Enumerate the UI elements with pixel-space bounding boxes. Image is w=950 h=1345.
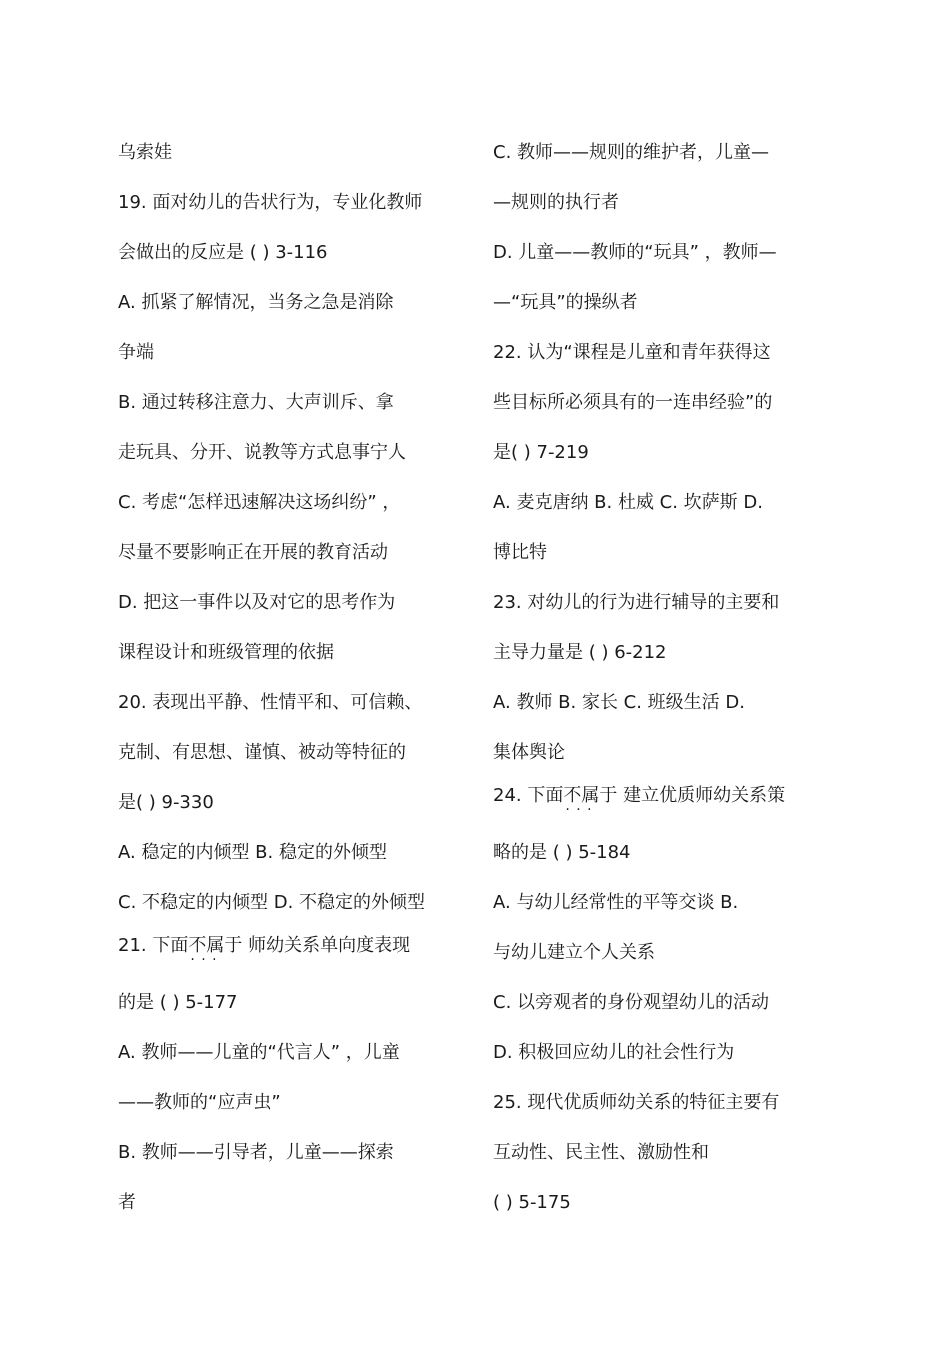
text-line: B. 教师——引导者，儿童——探索 bbox=[118, 1142, 394, 1163]
text-line: 课程设计和班级管理的依据 bbox=[118, 642, 334, 663]
text-line: 与幼儿建立个人关系 bbox=[493, 942, 655, 963]
text-line: C. 不稳定的内倾型 D. 不稳定的外倾型 bbox=[118, 892, 426, 913]
text-line: 争端 bbox=[118, 342, 154, 363]
text-line: 25. 现代优质师幼关系的特征主要有 bbox=[493, 1092, 780, 1113]
text-line: 略的是 ( ) 5-184 bbox=[493, 842, 631, 863]
emphasis-dotted-text: 不属于 · · · bbox=[563, 785, 617, 807]
text-line: C. 考虑“怎样迅速解决这场纠纷” ， bbox=[118, 492, 401, 513]
question-21-line bbox=[118, 935, 410, 957]
text-line: 集体舆论 bbox=[493, 742, 565, 763]
text-line: 20. 表现出平静、性情平和、可信赖、 bbox=[118, 692, 423, 713]
text-line: 克制、有思想、谨慎、被动等特征的 bbox=[118, 742, 406, 763]
text-line: 互动性、民主性、激励性和 bbox=[493, 1142, 709, 1163]
text-line: 尽量不要影响正在开展的教育活动 bbox=[118, 542, 388, 563]
text-line: A. 教师 B. 家长 C. 班级生活 D. bbox=[493, 692, 745, 713]
text-line: A. 稳定的内倾型 B. 稳定的外倾型 bbox=[118, 842, 387, 863]
text-line: —规则的执行者 bbox=[493, 192, 619, 213]
text-line: A. 抓紧了解情况，当务之急是消除 bbox=[118, 292, 394, 313]
text-line: 19. 面对幼儿的告状行为，专业化教师 bbox=[118, 192, 423, 213]
text-line: 是( ) 7-219 bbox=[493, 442, 589, 463]
text-line: D. 积极回应幼儿的社会性行为 bbox=[493, 1042, 735, 1063]
text-line: 些目标所必须具有的一连串经验”的 bbox=[493, 392, 773, 413]
text-line: C. 以旁观者的身份观望幼儿的活动 bbox=[493, 992, 770, 1013]
text-line: ——教师的“应声虫” bbox=[118, 1092, 281, 1113]
text-line: 走玩具、分开、说教等方式息事宁人 bbox=[118, 442, 406, 463]
text-line: 主导力量是 ( ) 6-212 bbox=[493, 642, 667, 663]
text-line: C. 教师——规则的维护者，儿童— bbox=[493, 142, 770, 163]
text-line: 23. 对幼儿的行为进行辅导的主要和 bbox=[493, 592, 780, 613]
text-line: 乌索娃 bbox=[118, 142, 172, 163]
emphasis-dotted-text: 不属于 · · · bbox=[188, 935, 242, 957]
text-line: D. 儿童——教师的“玩具” ，教师— bbox=[493, 242, 777, 263]
text-line: 会做出的反应是 ( ) 3-116 bbox=[118, 242, 328, 263]
text-line: 博比特 bbox=[493, 542, 547, 563]
text-line: ( ) 5-175 bbox=[493, 1192, 571, 1213]
text-segment: 24. 下面 bbox=[493, 785, 564, 806]
text-line: 是( ) 9-330 bbox=[118, 792, 214, 813]
text-line: A. 麦克唐纳 B. 杜威 C. 坎萨斯 D. bbox=[493, 492, 763, 513]
text-line: 22. 认为“课程是儿童和青年获得这 bbox=[493, 342, 771, 363]
text-line: B. 通过转移注意力、大声训斥、拿 bbox=[118, 392, 394, 413]
text-segment: 建立优质师幼关系策 bbox=[617, 785, 786, 806]
text-line: A. 与幼儿经常性的平等交谈 B. bbox=[493, 892, 739, 913]
text-segment: 师幼关系单向度表现 bbox=[242, 935, 411, 956]
text-line: D. 把这一事件以及对它的思考作为 bbox=[118, 592, 396, 613]
text-line: 者 bbox=[118, 1192, 136, 1213]
text-line: —“玩具”的操纵者 bbox=[493, 292, 638, 313]
text-line: A. 教师——儿童的“代言人” ，儿童 bbox=[118, 1042, 400, 1063]
text-segment: 21. 下面 bbox=[118, 935, 189, 956]
question-24-line bbox=[493, 785, 785, 807]
text-line: 的是 ( ) 5-177 bbox=[118, 992, 238, 1013]
